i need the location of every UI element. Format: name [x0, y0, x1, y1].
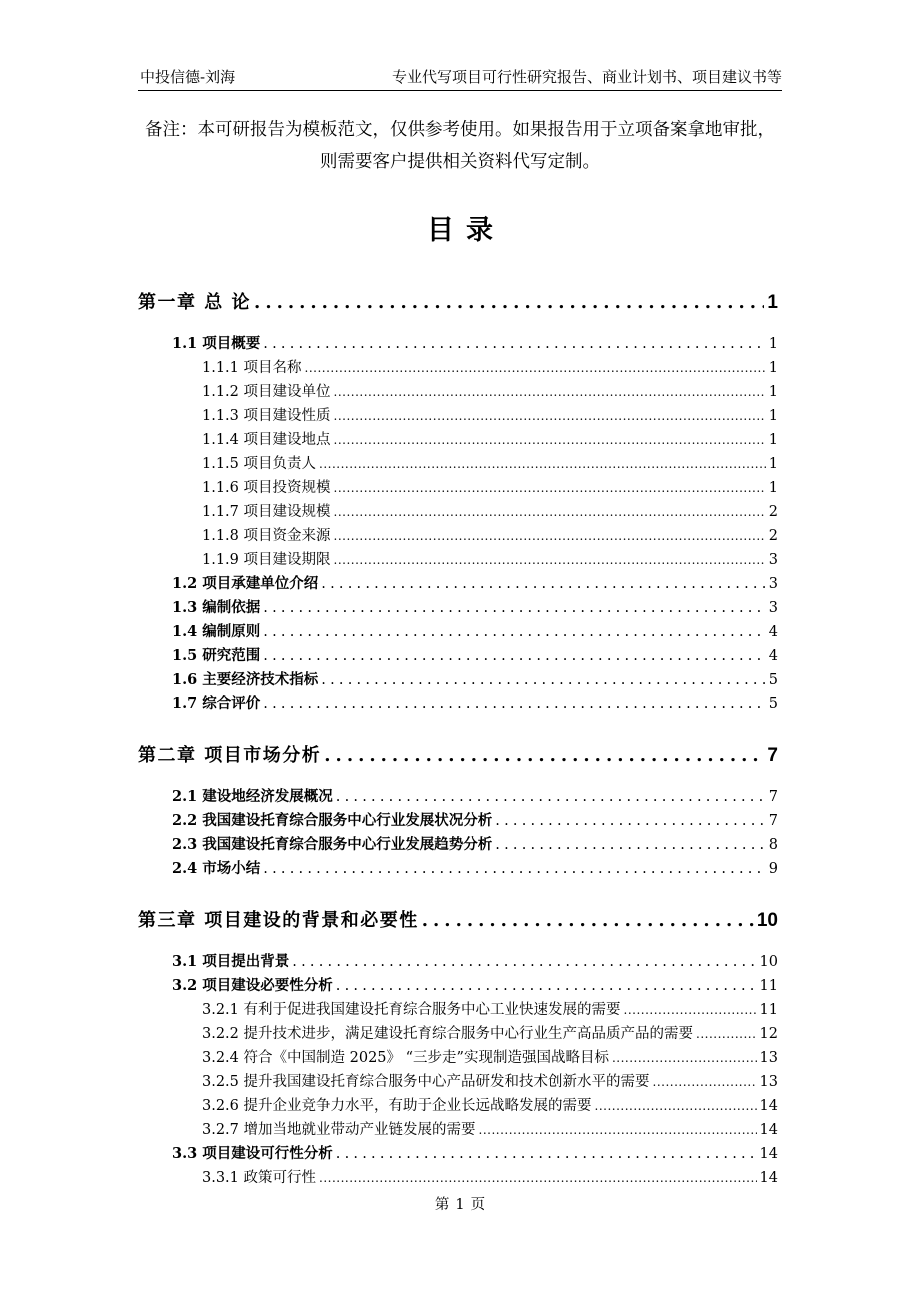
- toc-entry-page-number: 5: [768, 696, 778, 712]
- toc-entry-sub[interactable]: [202, 998, 778, 1019]
- toc-entry-sub[interactable]: [202, 1070, 778, 1091]
- toc-entry-page-number: 1: [768, 456, 778, 472]
- toc-entry-label: 3.2.1 有利于促进我国建设托育综合服务中心工业快速发展的需要: [202, 1002, 621, 1018]
- header-left-text: 中投信德-刘海: [140, 68, 236, 86]
- toc-entry-label: 1.1.2 项目建设单位: [202, 384, 331, 400]
- toc-leader-dots: [263, 335, 765, 352]
- toc-entry-label: 3.2.6 提升企业竞争力水平，有助于企业长远战略发展的需要: [202, 1098, 592, 1114]
- toc-entry-label: 1.1.1 项目名称: [202, 360, 302, 376]
- toc-leader-dots: [334, 480, 766, 496]
- toc-entry-label: 3.2 项目建设必要性分析: [172, 977, 333, 994]
- toc-entry-sub[interactable]: [202, 380, 778, 401]
- toc-entry-page-number: 7: [768, 813, 778, 829]
- toc-entry-sub[interactable]: [202, 452, 778, 473]
- toc-leader-dots: [653, 1074, 757, 1090]
- header-right-text: 专业代写项目可行性研究报告、商业计划书、项目建议书等: [391, 68, 782, 86]
- toc-entry-page-number: 1: [767, 292, 778, 313]
- page-header: [138, 62, 782, 91]
- toc-leader-dots: [334, 528, 766, 544]
- toc-entry-label: 第二章 项目市场分析: [138, 745, 322, 766]
- toc-entry-page-number: 8: [768, 837, 778, 853]
- toc-entry-page-number: 13: [759, 1074, 778, 1090]
- toc-leader-dots: [612, 1050, 757, 1066]
- toc-leader-dots: [336, 1145, 757, 1162]
- toc-entry-page-number: 9: [768, 861, 778, 877]
- disclaimer-note: [138, 114, 782, 178]
- toc-leader-dots: [324, 745, 764, 766]
- toc-entry-label: 2.1 建设地经济发展概况: [172, 788, 333, 805]
- toc-leader-dots: [263, 695, 765, 712]
- toc-entry-label: 1.1 项目概要: [172, 335, 261, 352]
- toc-entry-sub[interactable]: [202, 1046, 778, 1067]
- toc-entry-section[interactable]: [172, 620, 778, 641]
- toc-entry-page-number: 14: [759, 1146, 778, 1162]
- toc-entry-label: 3.1 项目提出背景: [172, 953, 290, 970]
- toc-leader-dots: [495, 812, 765, 829]
- toc-entry-page-number: 11: [759, 978, 778, 994]
- toc-leader-dots: [479, 1122, 757, 1138]
- toc-entry-page-number: 10: [756, 910, 778, 931]
- toc-entry-label: 2.2 我国建设托育综合服务中心行业发展状况分析: [172, 812, 493, 829]
- toc-entry-sub[interactable]: [202, 1118, 778, 1139]
- toc-entry-sub[interactable]: [202, 1166, 778, 1187]
- toc-title: 目录: [427, 215, 505, 246]
- toc-entry-section[interactable]: [172, 596, 778, 617]
- toc-entry-section[interactable]: [172, 785, 778, 806]
- toc-entry-page-number: 14: [759, 1122, 778, 1138]
- toc-entry-page-number: 1: [768, 432, 778, 448]
- toc-entry-page-number: 11: [759, 1002, 778, 1018]
- toc-entry-sub[interactable]: [202, 524, 778, 545]
- toc-entry-label: 3.2.7 增加当地就业带动产业链发展的需要: [202, 1122, 476, 1138]
- toc-entry-page-number: 1: [768, 336, 778, 352]
- toc-entry-section[interactable]: [172, 950, 778, 971]
- toc-entry-page-number: 5: [768, 672, 778, 688]
- toc-entry-label: 1.5 研究范围: [172, 647, 261, 664]
- toc-entry-page-number: 1: [768, 384, 778, 400]
- toc-entry-label: 3.2.4 符合《中国制造 2025》 “三步走”实现制造强国战略目标: [202, 1050, 609, 1066]
- toc-entry-section[interactable]: [172, 1142, 778, 1163]
- toc-entry-chapter[interactable]: [138, 741, 778, 767]
- toc-entry-section[interactable]: [172, 332, 778, 353]
- toc-entry-label: 第三章 项目建设的背景和必要性: [138, 910, 419, 931]
- toc-entry-label: 1.1.9 项目建设期限: [202, 552, 331, 568]
- toc-leader-dots: [595, 1098, 757, 1114]
- footer-page-number: 1: [455, 1197, 465, 1213]
- toc-entry-page-number: 1: [768, 408, 778, 424]
- note-line-2: 则需要客户提供相关资料代写定制。: [320, 152, 600, 172]
- toc-entry-label: 1.6 主要经济技术指标: [172, 671, 319, 688]
- toc-leader-dots: [336, 788, 766, 805]
- toc-leader-dots: [263, 623, 765, 640]
- toc-entry-page-number: 3: [768, 600, 778, 616]
- toc-leader-dots: [263, 860, 765, 877]
- toc-entry-section[interactable]: [172, 692, 778, 713]
- toc-leader-dots: [321, 575, 765, 592]
- toc-entry-chapter[interactable]: [138, 288, 778, 314]
- toc-entry-label: 1.1.6 项目投资规模: [202, 480, 331, 496]
- toc-entry-label: 1.1.3 项目建设性质: [202, 408, 331, 424]
- toc-leader-dots: [292, 953, 756, 970]
- toc-entry-sub[interactable]: [202, 1094, 778, 1115]
- toc-entry-section[interactable]: [172, 572, 778, 593]
- toc-entry-page-number: 14: [759, 1170, 778, 1186]
- toc-entry-chapter[interactable]: [138, 906, 778, 932]
- toc-entry-sub[interactable]: [202, 476, 778, 497]
- toc-entry-section[interactable]: [172, 857, 778, 878]
- toc-entry-label: 1.1.5 项目负责人: [202, 456, 317, 472]
- toc-entry-label: 3.2.5 提升我国建设托育综合服务中心产品研发和技术创新水平的需要: [202, 1074, 650, 1090]
- toc-entry-label: 3.2.2 提升技术进步，满足建设托育综合服务中心行业生产高品质产品的需要: [202, 1026, 694, 1042]
- toc-leader-dots: [319, 456, 766, 472]
- toc-entry-page-number: 12: [759, 1026, 778, 1042]
- toc-entry-sub[interactable]: [202, 548, 778, 569]
- toc-entry-section[interactable]: [172, 809, 778, 830]
- toc-entry-page-number: 3: [768, 576, 778, 592]
- toc-entry-label: 1.2 项目承建单位介绍: [172, 575, 319, 592]
- toc-entry-page-number: 3: [768, 552, 778, 568]
- toc-leader-dots: [334, 432, 766, 448]
- toc-entry-label: 1.1.8 项目资金来源: [202, 528, 331, 544]
- toc-entry-section[interactable]: [172, 668, 778, 689]
- toc-leader-dots: [334, 384, 766, 400]
- toc-entry-section[interactable]: [172, 833, 778, 854]
- toc-entry-label: 2.4 市场小结: [172, 860, 261, 877]
- page-footer: [0, 1193, 920, 1214]
- toc-entry-label: 第一章 总 论: [138, 292, 252, 313]
- footer-prefix: 第: [434, 1197, 450, 1213]
- toc-entry-label: 3.3 项目建设可行性分析: [172, 1145, 333, 1162]
- toc-entry-page-number: 13: [759, 1050, 778, 1066]
- toc-leader-dots: [696, 1026, 757, 1042]
- toc-entry-page-number: 14: [759, 1098, 778, 1114]
- toc-entry-page-number: 7: [768, 789, 778, 805]
- toc-leader-dots: [336, 977, 757, 994]
- toc-entry-sub[interactable]: [202, 404, 778, 425]
- toc-entry-page-number: 1: [768, 360, 778, 376]
- toc-entry-section[interactable]: [172, 974, 778, 995]
- toc-entry-sub[interactable]: [202, 1022, 778, 1043]
- toc-leader-dots: [263, 647, 765, 664]
- toc-leader-dots: [319, 1170, 757, 1186]
- toc-leader-dots: [334, 552, 766, 568]
- toc-entry-sub[interactable]: [202, 428, 778, 449]
- toc-entry-page-number: 2: [768, 528, 778, 544]
- toc-entry-page-number: 2: [768, 504, 778, 520]
- toc-entry-label: 1.3 编制依据: [172, 599, 261, 616]
- toc-entry-page-number: 4: [768, 624, 778, 640]
- footer-suffix: 页: [470, 1197, 486, 1213]
- toc-entry-label: 1.4 编制原则: [172, 623, 261, 640]
- toc-entry-page-number: 4: [768, 648, 778, 664]
- toc-leader-dots: [254, 292, 764, 313]
- toc-entry-label: 1.7 综合评价: [172, 695, 261, 712]
- note-line-1: 备注：本可研报告为模板范文，仅供参考使用。如果报告用于立项备案拿地审批，: [145, 120, 775, 140]
- toc-entry-label: 3.3.1 政策可行性: [202, 1170, 317, 1186]
- toc-entry-label: 2.3 我国建设托育综合服务中心行业发展趋势分析: [172, 836, 493, 853]
- toc-entry-page-number: 7: [767, 745, 778, 766]
- toc-entry-label: 1.1.7 项目建设规模: [202, 504, 331, 520]
- toc-entry-label: 1.1.4 项目建设地点: [202, 432, 331, 448]
- toc-entry-page-number: 10: [759, 954, 778, 970]
- toc-leader-dots: [624, 1002, 757, 1018]
- toc-entry-sub[interactable]: [202, 500, 778, 521]
- toc-leader-dots: [422, 910, 754, 931]
- toc-leader-dots: [263, 599, 765, 616]
- toc-entry-section[interactable]: [172, 644, 778, 665]
- toc-leader-dots: [334, 504, 766, 520]
- toc-leader-dots: [334, 408, 766, 424]
- toc-leader-dots: [305, 360, 766, 376]
- toc-leader-dots: [321, 671, 765, 688]
- toc-entry-sub[interactable]: [202, 356, 778, 377]
- toc-leader-dots: [495, 836, 765, 853]
- toc-entry-page-number: 1: [768, 480, 778, 496]
